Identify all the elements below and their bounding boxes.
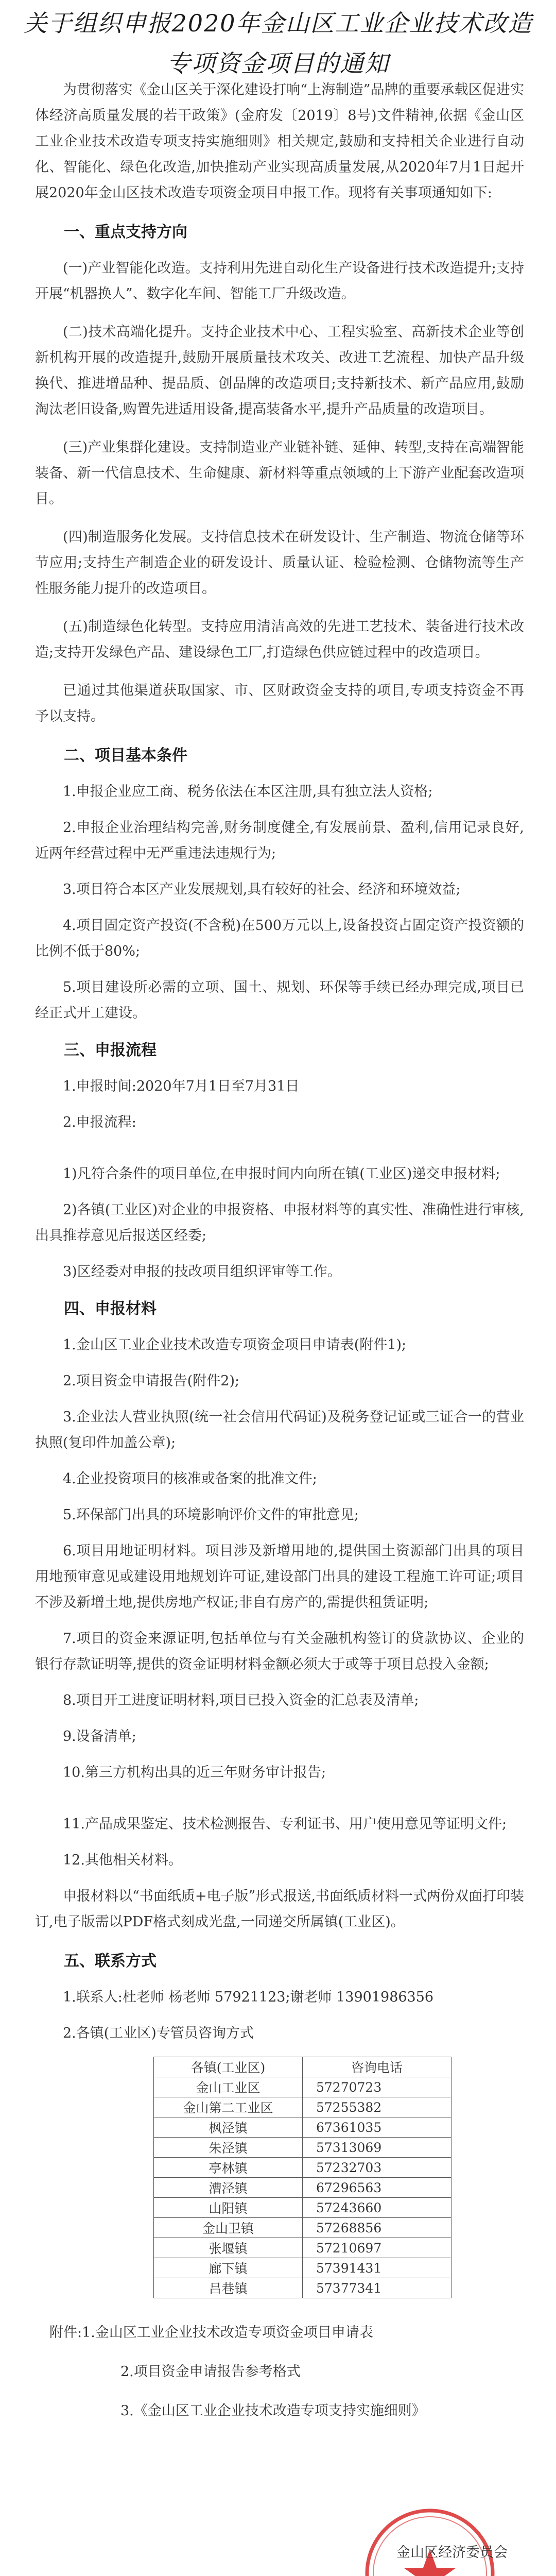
section-heading-conditions: 二、项目基本条件 xyxy=(64,747,187,765)
material-item: 8.项目开工进度证明材料,项目已投入资金的汇总表及清单; xyxy=(63,1692,419,1708)
attachment-item[interactable]: 3.《金山区工业企业技术改造专项支持实施细则》 xyxy=(120,2403,426,2419)
condition-item: 2.申报企业治理结构完善,财务制度健全,有发展前景、盈利,信用记录良好,近两年经营过程中无严重违法违规行为; xyxy=(35,820,524,861)
title-line-1: 关于组织申报2020年金山区工业企业技术改造 xyxy=(23,9,533,37)
material-item: 11.产品成果鉴定、技术检测报告、专利证书、用户使用意见等证明文件; xyxy=(63,1816,507,1832)
section-heading-materials: 四、申报材料 xyxy=(64,1300,157,1318)
town-cell: 金山第二工业区 xyxy=(154,2097,303,2117)
process-flow-label: 2.申报流程: xyxy=(63,1114,136,1130)
table-row xyxy=(154,2138,451,2158)
town-cell: 吕巷镇 xyxy=(154,2278,303,2298)
section-heading-contacts: 五、联系方式 xyxy=(64,1952,157,1970)
material-item: 2.项目资金申请报告(附件2); xyxy=(63,1373,240,1389)
town-cell: 枫泾镇 xyxy=(154,2117,303,2138)
material-item: 7.项目的资金来源证明,包括单位与有关金融机构签订的贷款协议、企业的银行存款证明等,提供的资金证明材料金额必须大于或等于项目总投入金额; xyxy=(35,1631,524,1672)
direction-item: (一)产业智能化改造。支持利用先进自动化生产设备进行技术改造提升;支持开展“机器换人”、数字化车间、智能工厂升级改造。 xyxy=(35,260,524,302)
materials-note: 申报材料以“书面纸质+电子版”形式报送,书面纸质材料一式两份双面打印装订,电子版需以PDF格式刻成光盘,一同递交所属镇(工业区)。 xyxy=(35,1888,524,1930)
condition-item: 4.项目固定资产投资(不含税)在500万元以上,设备投资占固定资产投资额的比例不低于80%; xyxy=(35,918,524,959)
attachment-title: 1.金山区工业企业技术改造专项资金项目申请表 xyxy=(82,2325,373,2341)
phone-cell: 57268856 xyxy=(303,2218,451,2238)
table-header: 各镇(工业区) xyxy=(154,2057,303,2077)
process-time: 1.申报时间:2020年7月1日至7月31日 xyxy=(63,1078,300,1094)
phone-cell: 57270723 xyxy=(303,2077,451,2097)
attachments-label: 附件: xyxy=(49,2325,82,2341)
title-line-2: 专项资金项目的通知 xyxy=(167,49,389,77)
direction-item: (二)技术高端化提升。支持企业技术中心、工程实验室、高新技术企业等创新机构开展的改造提升,鼓励开展质量技术攻关、改进工艺流程、加快产品升级换代、推进增品种、提品质、创品牌的改造项目;支持新技术、新产品应用,鼓励淘汰老旧设备,购置先进适用设备,提高装备水平,提升产品质量的改造项目。 xyxy=(35,324,524,417)
intro-paragraph: 为贯彻落实《金山区关于深化建设打响“上海制造”品牌的重要承载区促进实体经济高质量发展的若干政策》(金府发〔2019〕8号)文件精神,依据《金山区工业企业技术改造专项支持实施细则》相关规定,鼓励和支持相关企业进行自动化、智能化、绿色化改造,加快推动产业实现高质量发展,从2020年7月1日起开展2020年金山区技术改造专项资金项目申报工作。现将有关事项通知如下: xyxy=(35,82,524,201)
material-item: 3.企业法人营业执照(统一社会信用代码证)及税务登记证或三证合一的营业执照(复印件加盖公章); xyxy=(35,1409,524,1451)
condition-item: 1.申报企业应工商、税务依法在本区注册,具有独立法人资格; xyxy=(63,784,433,800)
phone-cell: 67361035 xyxy=(303,2117,451,2138)
phone-cell: 57313069 xyxy=(303,2138,451,2158)
table-row xyxy=(154,2158,451,2178)
direction-item: (四)制造服务化发展。支持信息技术在研发设计、生产制造、物流仓储等环节应用;支持生产制造企业的研发设计、质量认证、检验检测、仓储物流等生产性服务能力提升的改造项目。 xyxy=(35,529,524,597)
phone-cell: 57210697 xyxy=(303,2238,451,2258)
contact-persons: 1.联系人:杜老师 杨老师 57921123;谢老师 13901986356 xyxy=(63,1989,434,2005)
table-row xyxy=(154,2077,451,2097)
process-step: 3)区经委对申报的技改项目组织评审等工作。 xyxy=(63,1264,341,1280)
table-row xyxy=(154,2278,451,2298)
document-body xyxy=(35,77,524,2436)
contact-table xyxy=(153,2057,451,2298)
material-item: 10.第三方机构出具的近三年财务审计报告; xyxy=(63,1765,326,1781)
direction-note: 已通过其他渠道获取国家、市、区财政资金支持的项目,专项支持资金不再予以支持。 xyxy=(35,683,524,724)
table-row xyxy=(154,2198,451,2218)
section-heading-directions: 一、重点支持方向 xyxy=(64,223,187,241)
table-header-row xyxy=(154,2057,451,2077)
contact-table-caption: 2.各镇(工业区)专管员咨询方式 xyxy=(63,2025,254,2041)
town-cell: 朱泾镇 xyxy=(154,2138,303,2158)
phone-cell: 57391431 xyxy=(303,2258,451,2278)
section-heading-process: 三、申报流程 xyxy=(64,1041,157,1059)
town-cell: 亭林镇 xyxy=(154,2158,303,2178)
table-row xyxy=(154,2117,451,2138)
table-header: 咨询电话 xyxy=(303,2057,451,2077)
attachment-item[interactable]: 2.项目资金申请报告参考格式 xyxy=(120,2364,301,2380)
material-item: 9.设备清单; xyxy=(63,1728,136,1744)
town-cell: 山阳镇 xyxy=(154,2198,303,2218)
phone-cell: 57243660 xyxy=(303,2198,451,2218)
process-step: 2)各镇(工业区)对企业的申报资格、申报材料等的真实性、准确性进行审核,出具推荐意见后报送区经委; xyxy=(35,1202,524,1244)
attachments xyxy=(35,2319,524,2425)
town-cell: 张堰镇 xyxy=(154,2238,303,2258)
table-row xyxy=(154,2238,451,2258)
direction-item: (三)产业集群化建设。支持制造业产业链补链、延伸、转型,支持在高端智能装备、新一代信息技术、生命健康、新材料等重点领域的上下游产业配套改造项目。 xyxy=(35,439,524,507)
phone-cell: 57255382 xyxy=(303,2097,451,2117)
town-cell: 金山卫镇 xyxy=(154,2218,303,2238)
direction-item: (五)制造绿色化转型。支持应用清洁高效的先进工艺技术、装备进行技术改造;支持开发绿色产品、建设绿色工厂,打造绿色供应链过程中的改造项目。 xyxy=(35,619,524,660)
table-row xyxy=(154,2258,451,2278)
material-item: 1.金山区工业企业技术改造专项资金项目申请表(附件1); xyxy=(63,1337,407,1353)
table-row xyxy=(154,2178,451,2198)
phone-cell: 57377341 xyxy=(303,2278,451,2298)
table-row xyxy=(154,2218,451,2238)
material-item: 4.企业投资项目的核准或备案的批准文件; xyxy=(63,1471,317,1487)
material-item: 12.其他相关材料。 xyxy=(63,1852,182,1868)
phone-cell: 57232703 xyxy=(303,2158,451,2178)
signature-org: 金山区经济委员会 xyxy=(396,2545,508,2561)
attachment-item[interactable] xyxy=(35,2319,524,2347)
material-item: 5.环保部门出具的环境影响评价文件的审批意见; xyxy=(63,1507,359,1523)
condition-item: 3.项目符合本区产业发展规划,具有较好的社会、经济和环境效益; xyxy=(63,882,461,897)
condition-item: 5.项目建设所必需的立项、国土、规划、环保等手续已经办理完成,项目已经正式开工建设。 xyxy=(35,979,524,1021)
town-cell: 漕泾镇 xyxy=(154,2178,303,2198)
town-cell: 金山工业区 xyxy=(154,2077,303,2097)
material-item: 6.项目用地证明材料。项目涉及新增用地的,提供国土资源部门出具的项目用地预审意见或建设用地规划许可证,建设部门出具的建设工程施工许可证;项目不涉及新增土地,提供房地产权证;非自有房产的,需提供租赁证明; xyxy=(35,1543,524,1611)
table-row xyxy=(154,2097,451,2117)
phone-cell: 67296563 xyxy=(303,2178,451,2198)
town-cell: 廊下镇 xyxy=(154,2258,303,2278)
document-title xyxy=(0,3,556,83)
process-step: 1)凡符合条件的项目单位,在申报时间内向所在镇(工业区)递交申报材料; xyxy=(63,1166,500,1182)
